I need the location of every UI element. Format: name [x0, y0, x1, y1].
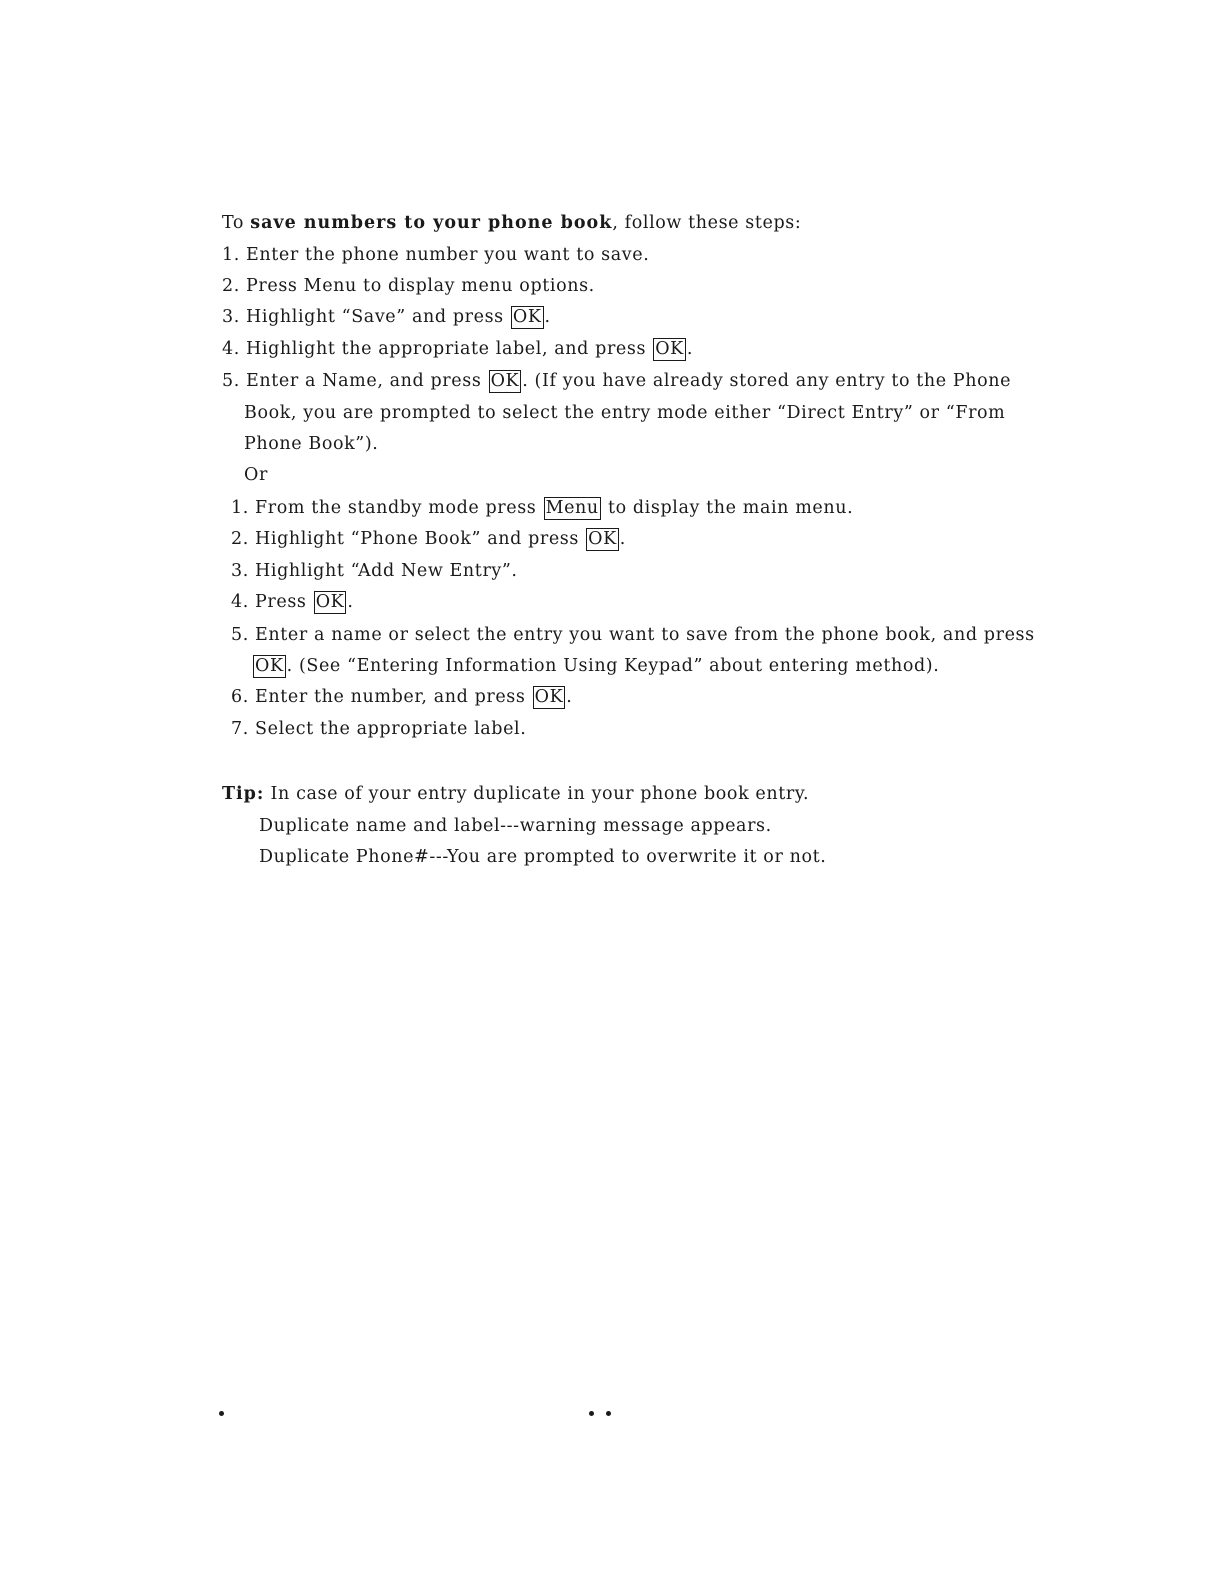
method1-step-3-text: 3. Highlight “Save” and press — [222, 307, 510, 327]
ok-key-label: OK — [655, 339, 684, 359]
method2-step-5-line-2 — [252, 654, 939, 678]
method2-step-2 — [231, 527, 626, 551]
method2-step-3: 3. Highlight “Add New Entry”. — [231, 561, 518, 581]
intro-prefix: To — [222, 213, 251, 233]
method1-step-5-line-1 — [222, 369, 1012, 393]
method2-step-1-text-b: to display the main menu. — [601, 498, 854, 518]
method2-step-4-text: 4. Press — [231, 592, 313, 612]
method2-step-1-text-a: 1. From the standby mode press — [231, 498, 543, 518]
method1-step-3 — [222, 305, 551, 329]
scan-dot — [606, 1411, 611, 1416]
method1-step-5-text-c: Book, you are prompted to select the entry mode either “Direct Entry” or “From — [244, 403, 1006, 423]
method2-step-2-text: 2. Highlight “Phone Book” and press — [231, 529, 586, 549]
ok-key-label: OK — [315, 592, 345, 612]
method2-step-5-text-b: . (See “Entering Information Using Keypad” about entering method). — [286, 656, 940, 676]
period: . — [544, 307, 551, 327]
intro-suffix: , follow these steps: — [612, 213, 802, 233]
intro-line — [222, 211, 801, 235]
tip-duplicate-phone: Duplicate Phone#---You are prompted to overwrite it or not. — [259, 847, 827, 867]
method2-step-7: 7. Select the appropriate label. — [231, 719, 527, 739]
period: . — [619, 529, 626, 549]
method1-step-4 — [222, 337, 693, 361]
tip-duplicate-name: Duplicate name and label---warning message appears. — [259, 816, 772, 836]
tip-text: In case of your entry duplicate in your phone book entry. — [264, 784, 810, 804]
ok-key-label: OK — [512, 307, 542, 327]
menu-key-label: Menu — [545, 498, 599, 518]
period: . — [347, 592, 354, 612]
ok-key-label: OK — [255, 656, 284, 676]
method2-step-6-text: 6. Enter the number, and press — [231, 687, 532, 707]
scan-dot — [589, 1411, 594, 1416]
method1-step-5-line-3: Phone Book”). — [244, 434, 379, 454]
ok-key-label: OK — [534, 687, 564, 707]
scan-dot — [219, 1411, 224, 1416]
or-separator: Or — [244, 465, 268, 485]
period: . — [686, 339, 693, 359]
method1-step-4-text: 4. Highlight the appropriate label, and press — [222, 339, 653, 359]
method1-step-5-text-a: 5. Enter a Name, and press — [222, 371, 488, 391]
tip-line — [222, 782, 809, 806]
tip-label: Tip: — [222, 784, 265, 804]
method1-step-2: 2. Press Menu to display menu options. — [222, 276, 595, 296]
period: . — [566, 687, 573, 707]
ok-key-label: OK — [588, 529, 617, 549]
method2-step-4 — [231, 590, 353, 614]
method1-step-5-justified — [222, 369, 1012, 393]
method1-step-5-line-2 — [244, 401, 1006, 425]
method2-step-5-line-1 — [231, 623, 1035, 647]
ok-key-label: OK — [490, 371, 520, 391]
intro-bold-phrase: save numbers to your phone book — [250, 213, 613, 233]
method1-step-1: 1. Enter the phone number you want to save. — [222, 245, 650, 265]
method2-step-6 — [231, 685, 572, 709]
method1-step-5-text-b: . (If you have already stored any entry to the Phone — [522, 371, 1012, 391]
method2-step-5-text-a: 5. Enter a name or select the entry you want to save from the phone book, and press — [231, 625, 1035, 645]
method2-step-1 — [231, 496, 853, 520]
